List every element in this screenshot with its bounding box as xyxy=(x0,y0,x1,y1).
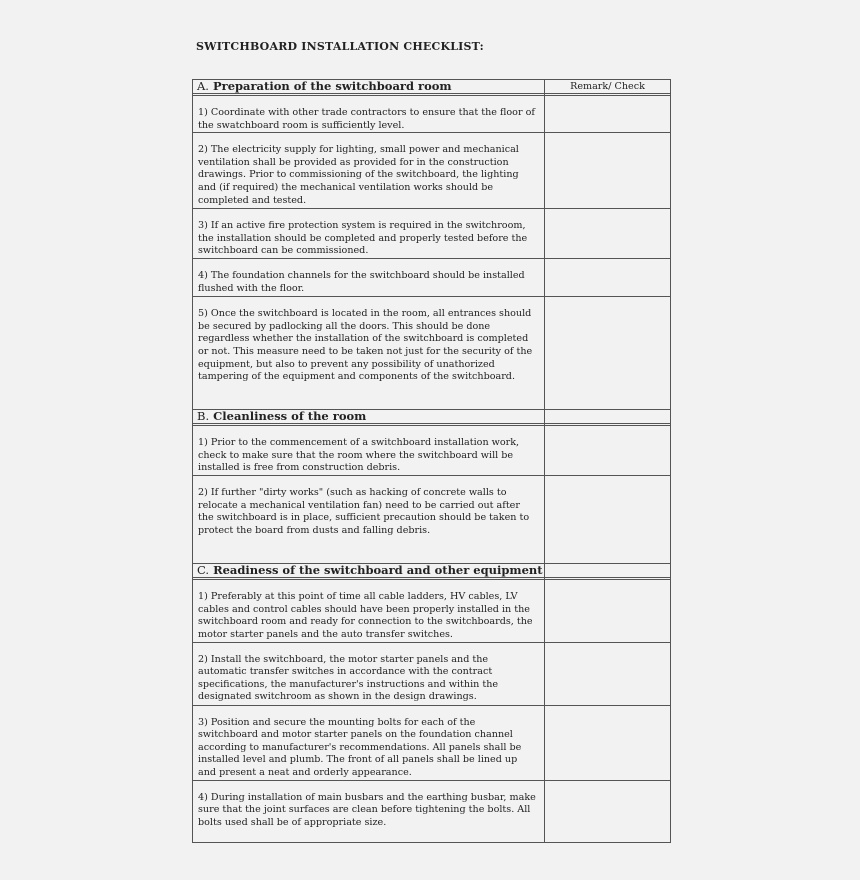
checklist-item-text: 1) Preferably at this point of time all cable ladders, HV cables, LV cables and control cables should have been properly installed in the switchboard room and ready for connection to the switchboards, the motor starter panels and the auto transfer switches. xyxy=(193,580,545,642)
section-c-letter: C. xyxy=(197,563,210,578)
checklist-row xyxy=(193,580,671,642)
checklist-row xyxy=(193,133,671,209)
section-b-name: Cleanliness of the room xyxy=(213,409,367,424)
section-b-header-row xyxy=(193,410,671,424)
remark-cell[interactable] xyxy=(545,476,671,564)
section-b-title xyxy=(193,410,545,424)
remark-check-header: Remark/ Check xyxy=(545,80,671,94)
section-a-letter: A. xyxy=(197,79,209,93)
checklist-row xyxy=(193,426,671,476)
remark-cell[interactable] xyxy=(545,133,671,209)
remark-cell[interactable] xyxy=(545,209,671,259)
checklist-item-text: 2) Install the switchboard, the motor starter panels and the automatic transfer switches in accordance with the contract specifications, the manufacturer's instructions and within the designated switchroom as shown in the design drawings. xyxy=(193,642,545,705)
section-b-letter: B. xyxy=(197,409,210,424)
remark-cell[interactable] xyxy=(545,297,671,410)
checklist-item-text: 3) If an active fire protection system is required in the switchroom, the installation should be completed and properly tested before the switchboard can be commissioned. xyxy=(193,209,545,259)
checklist-item-text: 4) The foundation channels for the switchboard should be installed flushed with the floor. xyxy=(193,259,545,297)
section-c-title xyxy=(193,564,545,578)
checklist-item-text: 1) Coordinate with other trade contractors to ensure that the floor of the swatchboard room is sufficiently level. xyxy=(193,96,545,133)
checklist-item-text: 2) The electricity supply for lighting, small power and mechanical ventilation shall be provided as provided for in the construction drawings. Prior to commissioning of the switchboard, the lighting and (if required) the mechanical ventilation works should be completed and tested. xyxy=(193,133,545,209)
remark-cell[interactable] xyxy=(545,259,671,297)
remark-cell[interactable] xyxy=(545,580,671,642)
checklist-item-text: 1) Prior to the commencement of a switchboard installation work, check to make sure that the room where the switchboard will be installed is free from construction debris. xyxy=(193,426,545,476)
remark-cell[interactable] xyxy=(545,642,671,705)
document-title: SWITCHBOARD INSTALLATION CHECKLIST: xyxy=(196,40,484,53)
remark-cell[interactable] xyxy=(545,780,671,842)
checklist-row xyxy=(193,259,671,297)
checklist-item-text: 2) If further "dirty works" (such as hacking of concrete walls to relocate a mechanical ventilation fan) need to be carried out after the switchboard is in place, sufficient precaution should be taken to protect the board from dusts and falling debris. xyxy=(193,476,545,564)
section-c-header-row xyxy=(193,564,671,578)
checklist-item-text: 5) Once the switchboard is located in the room, all entrances should be secured by padlocking all the doors. This should be done regardless whether the installation of the switchboard is completed or not. This measure need to be taken not just for the security of the equipment, but also to prevent any possibility of unathorized tampering of the equipment and components of the switchboard. xyxy=(193,297,545,410)
checklist-row xyxy=(193,476,671,564)
checklist-row xyxy=(193,96,671,133)
checklist-row xyxy=(193,297,671,410)
section-a-name: Preparation of the switchboard room xyxy=(212,79,452,93)
checklist-row xyxy=(193,209,671,259)
checklist-row xyxy=(193,642,671,705)
section-c-name: Readiness of the switchboard and other equipment xyxy=(213,563,543,578)
checklist-row xyxy=(193,780,671,842)
checklist-row xyxy=(193,705,671,780)
checklist-table xyxy=(192,79,671,843)
remark-cell[interactable] xyxy=(545,564,671,578)
remark-cell[interactable] xyxy=(545,96,671,133)
section-a-title xyxy=(193,80,545,94)
remark-cell[interactable] xyxy=(545,705,671,780)
remark-cell[interactable] xyxy=(545,410,671,424)
remark-cell[interactable] xyxy=(545,426,671,476)
checklist-item-text: 4) During installation of main busbars and the earthing busbar, make sure that the joint surfaces are clean before tightening the bolts. All bolts used shall be of appropriate size. xyxy=(193,780,545,842)
checklist-item-text: 3) Position and secure the mounting bolts for each of the switchboard and motor starter panels on the foundation channel according to manufacturer's recommendations. All panels shall be installed level and plumb. The front of all panels shall be lined up and present a neat and orderly appearance. xyxy=(193,705,545,780)
section-a-header-row xyxy=(193,80,671,94)
